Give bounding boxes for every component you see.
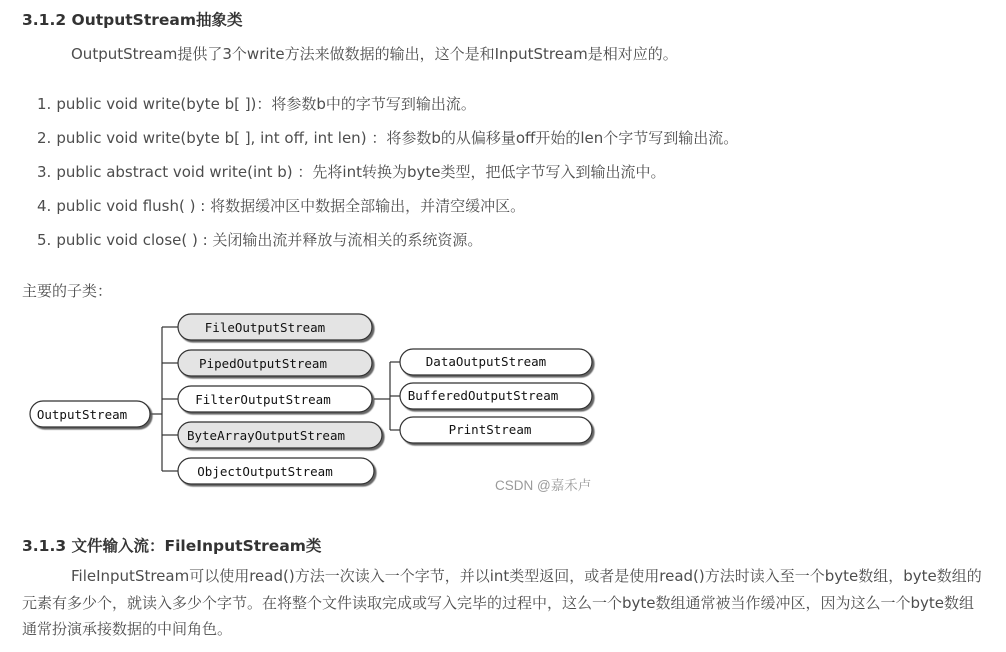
node-bufferedoutputstream	[400, 383, 592, 409]
watermark: CSDN @嘉禾卢	[495, 478, 592, 493]
list-number: 4.	[37, 197, 52, 215]
list-item	[37, 195, 525, 216]
node-label: ObjectOutputStream	[197, 464, 333, 479]
list-text: public void flush( ) : 将数据缓冲区中数据全部输出，并清空缓冲区。	[56, 197, 526, 215]
node-pipedoutputstream	[178, 350, 372, 376]
node-label: BufferedOutputStream	[407, 388, 559, 403]
node-bytearrayoutputstream	[178, 422, 382, 448]
node-label: PrintStream	[448, 422, 532, 437]
node-label: OutputStream	[36, 407, 128, 422]
node-objectoutputstream	[178, 458, 374, 484]
list-number: 2.	[37, 129, 52, 147]
fileinputstream-paragraph: FileInputStream可以使用read()方法一次读入一个字节，并以int类型返回，或者是使用read()方法时读入至一个byte数组，byte数组的元素有多少个，就读入多少个字节。在将整个文件读取完成或写入完毕的过程中，这么一个byte数组通常被当作缓冲区，因为这么一个byte数组通常扮演承接数据的中间角色。	[22, 567, 982, 638]
subclasses-label: 主要的子类：	[22, 282, 113, 300]
node-label: FileOutputStream	[204, 320, 326, 335]
list-text: public void write(byte b[ ])：将参数b中的字节写到输出流。	[56, 95, 476, 113]
node-filteroutputstream	[178, 386, 372, 412]
list-number: 1.	[37, 95, 52, 113]
list-text: public void close( ) : 关闭输出流并释放与流相关的系统资源。	[56, 231, 483, 249]
list-item	[37, 161, 666, 182]
section-heading-outputstream: 3.1.2 OutputStream抽象类	[22, 11, 243, 29]
node-printstream	[400, 417, 592, 443]
list-text: public void write(byte b[ ], int off, int len) ：将参数b的从偏移量off开始的len个字节写到输出流。	[56, 129, 739, 147]
node-label: ByteArrayOutputStream	[186, 428, 346, 443]
node-label: PipedOutputStream	[199, 356, 327, 371]
list-text: public abstract void write(int b) ：先将int转换为byte类型，把低字节写入到输出流中。	[56, 163, 666, 181]
node-outputstream	[30, 401, 150, 427]
list-number: 5.	[37, 231, 52, 249]
intro-paragraph: OutputStream提供了3个write方法来做数据的输出，这个是和InputStream是相对应的。	[71, 45, 678, 63]
node-fileoutputstream	[178, 314, 372, 340]
node-label: FilterOutputStream	[195, 392, 331, 407]
node-dataoutputstream	[400, 349, 592, 375]
list-item	[37, 229, 482, 250]
list-item	[37, 127, 738, 148]
section-heading-fileinputstream: 3.1.3 文件输入流：FileInputStream类	[22, 537, 322, 555]
node-label: DataOutputStream	[425, 354, 547, 369]
list-item	[37, 93, 476, 114]
list-number: 3.	[37, 163, 52, 181]
